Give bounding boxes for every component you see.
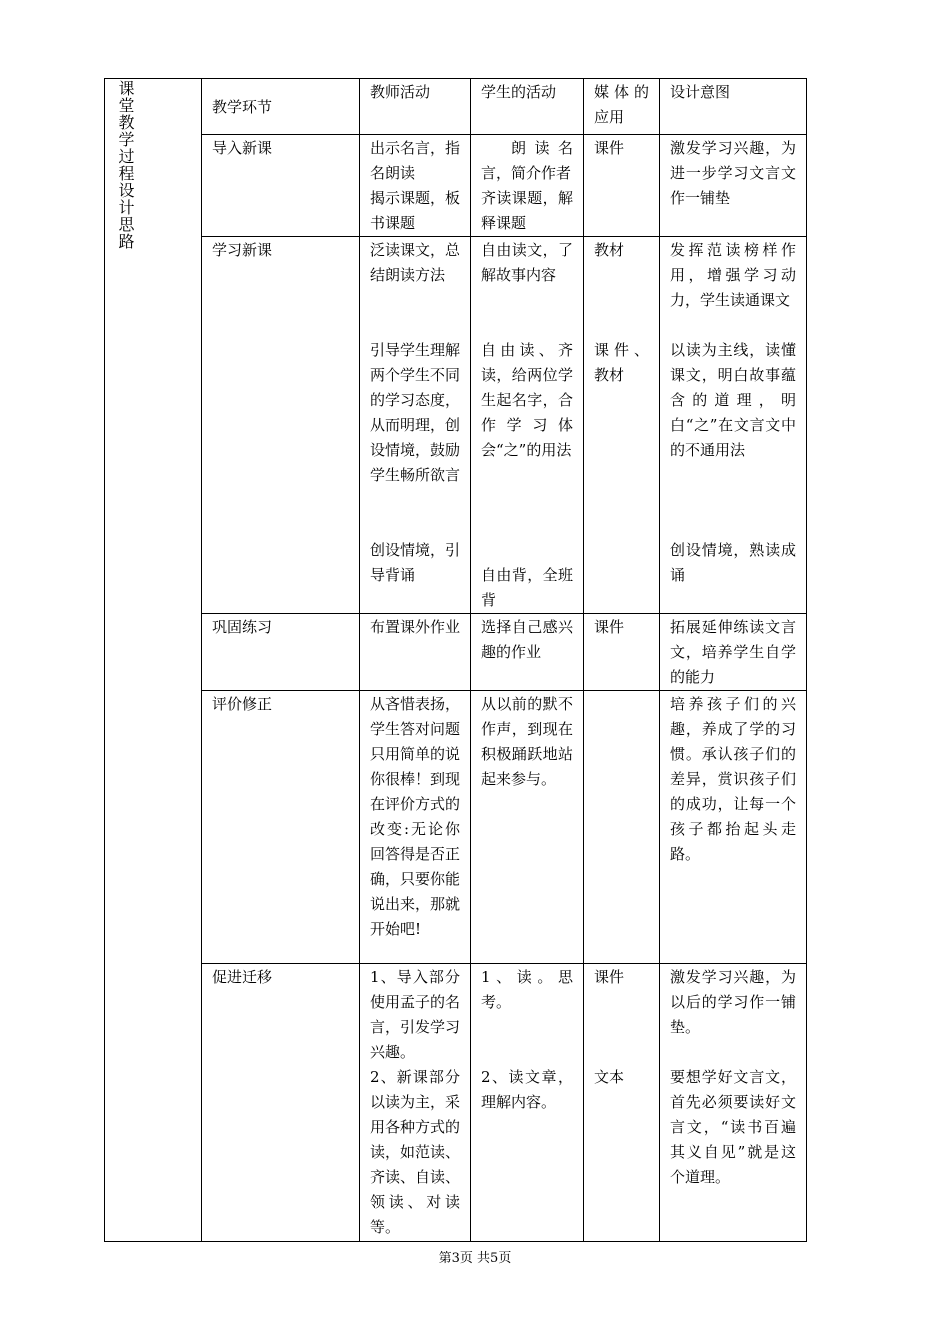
media-cell (584, 237, 660, 614)
intent-cell (660, 237, 807, 614)
table-row (105, 964, 807, 1242)
teacher-activity-text: 创设情境，引导背诵 (370, 541, 461, 584)
stage-cell: 巩固练习 (202, 614, 360, 691)
intent-cell: 激发学习兴趣，为进一步学习文言文作一铺垫 (660, 135, 807, 237)
lesson-plan-table (104, 78, 807, 1242)
intent-text: 创设情境，熟读成诵 (670, 541, 796, 584)
header-teacher: 教师活动 (360, 79, 471, 135)
student-activity-cell: 选择自己感兴趣的作业 (471, 614, 584, 691)
header-intent: 设计意图 (660, 79, 807, 135)
teacher-activity-cell: 布置课外作业 (360, 614, 471, 691)
page-number-footer: 第3页 共5页 (438, 1251, 512, 1266)
teacher-activity-text: 出示名言，指名朗读 (370, 139, 461, 182)
table-row (105, 691, 807, 964)
student-activity-text: 自由读、齐读，给两位学生起名字，合作学习体会“之”的用法 (481, 341, 573, 459)
media-cell (584, 691, 660, 964)
stage-cell: 学习新课 (202, 237, 360, 614)
media-cell: 课件 (584, 135, 660, 237)
intent-cell: 拓展延伸练读文言文，培养学生自学的能力 (660, 614, 807, 691)
side-label-cell (105, 79, 202, 1242)
media-cell (584, 964, 660, 1242)
header-media: 媒体的应用 (584, 79, 660, 135)
media-text: 文本 (594, 1068, 625, 1086)
intent-text: 要想学好文言文，首先必须要读好文言文，“读书百遍其义自见”就是这个道理。 (670, 1068, 796, 1186)
stage-cell: 评价修正 (202, 691, 360, 964)
teacher-activity-cell (360, 964, 471, 1242)
table-row (105, 135, 807, 237)
student-activity-cell: 从以前的默不作声，到现在积极踊跃地站起来参与。 (471, 691, 584, 964)
teacher-activity-text: 揭示课题，板书课题 (370, 189, 461, 232)
student-activity-cell (471, 964, 584, 1242)
teacher-activity-cell (360, 237, 471, 614)
stage-cell: 导入新课 (202, 135, 360, 237)
intent-text: 以读为主线，读懂课文，明白故事蕴含的道理，明白“之”在文言文中的不通用法 (670, 341, 796, 459)
table-row (105, 237, 807, 614)
header-row (105, 79, 807, 135)
student-activity-text: 2、读文章，理解内容。 (481, 1068, 573, 1111)
teacher-activity-text: 2、新课部分以读为主，采用各种方式的读，如范读、齐读、自读、领读、对读等。 (370, 1068, 461, 1236)
student-activity-text: 自由读文，了解故事内容 (481, 241, 573, 284)
stage-cell: 促进迁移 (202, 964, 360, 1242)
media-text: 课件、教材 (594, 341, 649, 384)
side-label: 课堂教学过程设计思路 (116, 80, 135, 250)
media-cell: 课件 (584, 614, 660, 691)
intent-cell (660, 964, 807, 1242)
teacher-activity-text: 引导学生理解两个学生不同的学习态度，从而明理，创设情境，鼓励学生畅所欲言 (370, 341, 461, 484)
intent-text: 发挥范读榜样作用，增强学习动力，学生读通课文 (670, 241, 796, 309)
student-activity-cell (471, 237, 584, 614)
media-text: 课件 (594, 968, 625, 986)
teacher-activity-cell: 从吝惜表扬，学生答对问题只用简单的说你很棒！到现在评价方式的改变:无论你回答得是否正确，只要你能说出来，那就开始吧! (360, 691, 471, 964)
media-text: 教材 (594, 241, 625, 259)
teacher-activity-cell (360, 135, 471, 237)
student-activity-text: 朗读名言，简介作者 (481, 139, 573, 182)
intent-cell: 培养孩子们的兴趣，养成了学的习惯。承认孩子们的差异，赏识孩子们的成功，让每一个孩子都抬起头走路。 (660, 691, 807, 964)
student-activity-text: 齐读课题，解释课题 (481, 189, 573, 232)
student-activity-text: 1、读。思考。 (481, 968, 573, 1011)
header-student: 学生的活动 (471, 79, 584, 135)
header-stage: 教学环节 (202, 79, 360, 135)
teacher-activity-text: 1、导入部分使用孟子的名言，引发学习兴趣。 (370, 968, 461, 1061)
intent-text: 激发学习兴趣，为以后的学习作一铺垫。 (670, 968, 796, 1036)
table-row (105, 614, 807, 691)
student-activity-cell (471, 135, 584, 237)
student-activity-text: 自由背，全班背 (481, 566, 573, 609)
teacher-activity-text: 泛读课文，总结朗读方法 (370, 241, 461, 284)
